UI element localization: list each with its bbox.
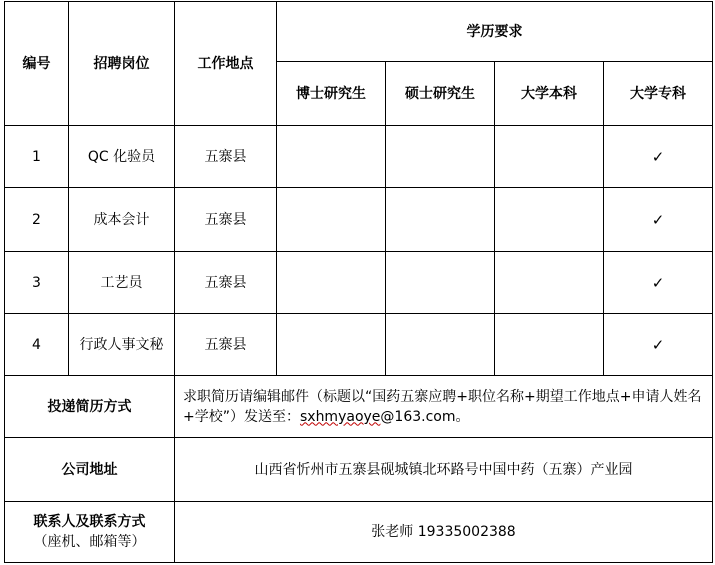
address-label: 公司地址	[5, 438, 175, 502]
row-edu-bachelor	[495, 126, 604, 188]
header-position: 招聘岗位	[69, 2, 175, 126]
row-edu-phd	[277, 188, 386, 252]
address-row	[5, 438, 713, 502]
row-no: 2	[5, 188, 69, 252]
row-edu-bachelor	[495, 252, 604, 314]
header-edu-bachelor: 大学本科	[495, 62, 604, 126]
header-edu-master: 硕士研究生	[386, 62, 495, 126]
table-row	[5, 126, 713, 188]
row-edu-master	[386, 188, 495, 252]
row-position: 行政人事文秘	[69, 314, 175, 376]
row-edu-bachelor	[495, 188, 604, 252]
header-no: 编号	[5, 2, 69, 126]
row-location: 五寨县	[175, 188, 277, 252]
row-location: 五寨县	[175, 126, 277, 188]
row-no: 4	[5, 314, 69, 376]
contact-row	[5, 502, 713, 563]
contact-value: 张老师 19335002388	[175, 502, 713, 563]
contact-sublabel: （座机、邮箱等）	[33, 534, 146, 550]
resume-label: 投递简历方式	[5, 376, 175, 438]
header-edu-phd: 博士研究生	[277, 62, 386, 126]
table-row	[5, 314, 713, 376]
row-edu-master	[386, 314, 495, 376]
resume-text: 求职简历请编辑邮件（标题以“国药五寨应聘+职位名称+期望工作地点+申请人姓名+学校”）发送至：	[183, 388, 702, 425]
row-no: 1	[5, 126, 69, 188]
resume-row	[5, 376, 713, 438]
row-edu-phd	[277, 314, 386, 376]
checkmark-icon: ✓	[604, 188, 713, 252]
checkmark-icon: ✓	[604, 314, 713, 376]
row-position: 成本会计	[69, 188, 175, 252]
table-row	[5, 188, 713, 252]
row-no: 3	[5, 252, 69, 314]
table-row	[5, 252, 713, 314]
row-edu-bachelor	[495, 314, 604, 376]
header-location: 工作地点	[175, 2, 277, 126]
checkmark-icon: ✓	[604, 126, 713, 188]
checkmark-icon: ✓	[604, 252, 713, 314]
header-education: 学历要求	[277, 2, 713, 62]
row-edu-phd	[277, 126, 386, 188]
row-location: 五寨县	[175, 314, 277, 376]
resume-email-link[interactable]: sxhmyaoye	[299, 408, 381, 425]
row-position: QC 化验员	[69, 126, 175, 188]
contact-label-cell	[5, 502, 175, 563]
row-edu-phd	[277, 252, 386, 314]
row-edu-master	[386, 126, 495, 188]
row-position: 工艺员	[69, 252, 175, 314]
recruitment-table	[4, 1, 713, 563]
header-edu-college: 大学专科	[604, 62, 713, 126]
contact-label: 联系人及联系方式	[33, 514, 146, 530]
address-value: 山西省忻州市五寨县砚城镇北环路号中国中药（五寨）产业园	[175, 438, 713, 502]
resume-instructions	[175, 376, 713, 438]
resume-email-domain: @163.com。	[380, 408, 470, 425]
row-location: 五寨县	[175, 252, 277, 314]
row-edu-master	[386, 252, 495, 314]
